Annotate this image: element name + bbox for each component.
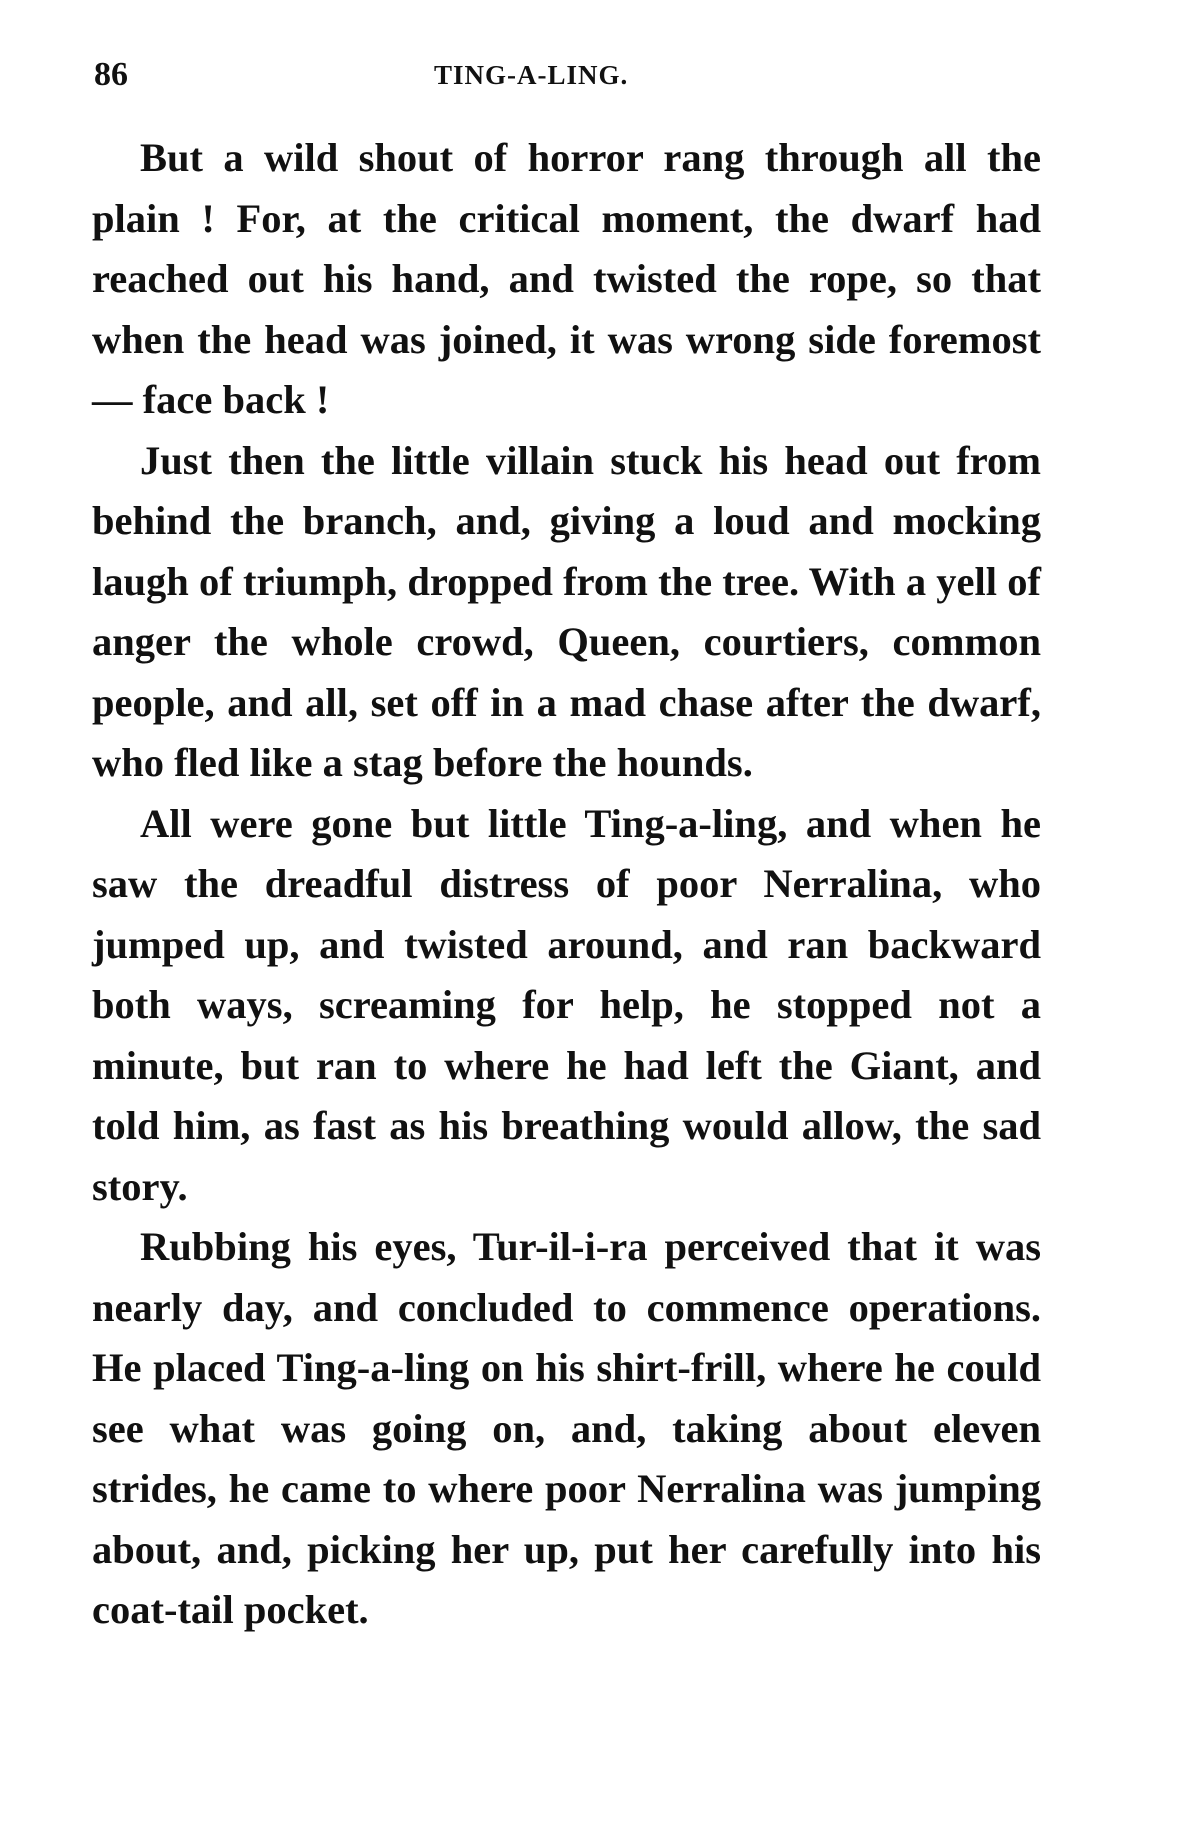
page-number: 86 xyxy=(94,56,128,93)
body-text xyxy=(92,128,1041,1641)
paragraph-4: Rubbing his eyes, Tur-il-i-ra perceived that it was nearly day, and concluded to commence operations. He placed Ting-a-ling on his shirt-frill, where he could see what was going on, and, taking about eleven strides, he came to where poor Nerralina was jumping about, and, picking her up, put her carefully into his coat-tail pocket. xyxy=(92,1224,1041,1632)
page-header xyxy=(94,50,1044,100)
paragraph-3: All were gone but little Ting-a-ling, and when he saw the dreadful distress of poor Nerralina, who jumped up, and twisted around, and ran backward both ways, screaming for help, he stopped not a minute, but ran to where he had left the Giant, and told him, as fast as his breathing would allow, the sad story. xyxy=(92,800,1041,1209)
paragraph-2: Just then the little villain stuck his head out from behind the branch, and, giving a loud and mocking laugh of triumph, dropped from the tree. With a yell of anger the whole crowd, Queen, courtiers, common people, and all, set off in a mad chase after the dwarf, who fled like a stag before the hounds. xyxy=(92,437,1041,785)
running-head: TING-A-LING. xyxy=(434,60,629,90)
paragraph-1: But a wild shout of horror rang through all the plain ! For, at the critical moment, the dwarf had reached out his hand, and twisted the rope, so that when the head was joined, it was wrong side foremost — face back ! xyxy=(92,135,1041,422)
